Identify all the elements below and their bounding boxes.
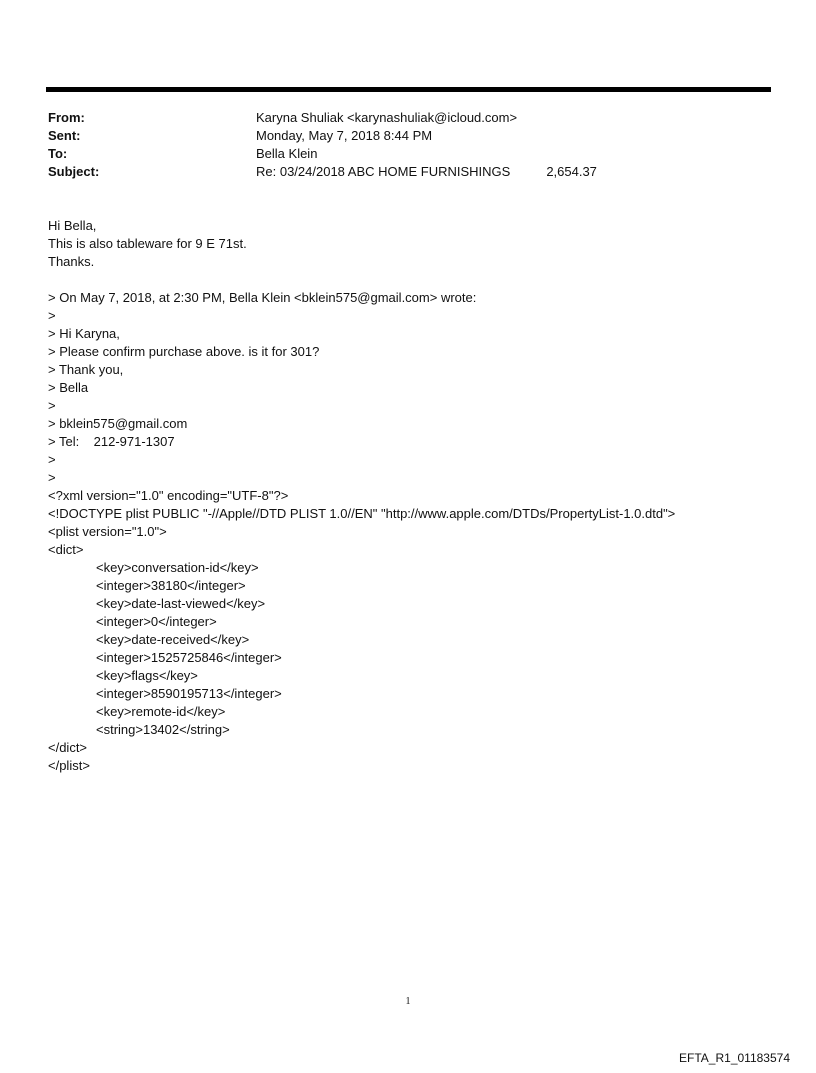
quoted-line: > On May 7, 2018, at 2:30 PM, Bella Klein <bklein575@gmail.com> wrote: — [48, 290, 477, 305]
xml-line: <integer>1525725846</integer> — [96, 650, 282, 665]
bates-number: EFTA_R1_01183574 — [679, 1051, 790, 1065]
body-line — [48, 271, 675, 289]
xml-line: <key>remote-id</key> — [96, 704, 226, 719]
sent-value: Monday, May 7, 2018 8:44 PM — [256, 128, 433, 143]
xml-line: <key>conversation-id</key> — [96, 560, 259, 575]
xml-line: <integer>0</integer> — [96, 614, 217, 629]
quoted-line: > Please confirm purchase above. is it for 301? — [48, 344, 320, 359]
xml-line: <key>date-last-viewed</key> — [96, 596, 266, 611]
quoted-line: > Thank you, — [48, 362, 124, 377]
xml-line: <dict> — [48, 542, 84, 557]
xml-line: <plist version="1.0"> — [48, 524, 167, 539]
subject-label: Subject: — [48, 164, 100, 179]
from-row — [48, 109, 597, 127]
header-rule — [46, 87, 771, 92]
sent-label: Sent: — [48, 128, 81, 143]
page-number: 1 — [405, 996, 411, 1007]
body-line: Thanks. — [48, 254, 95, 269]
xml-line: <integer>38180</integer> — [96, 578, 246, 593]
xml-line: <string>13402</string> — [96, 722, 230, 737]
xml-line: <key>flags</key> — [96, 668, 198, 683]
to-value: Bella Klein — [256, 146, 318, 161]
quoted-line: > bklein575@gmail.com — [48, 416, 188, 431]
quoted-line: > Bella — [48, 380, 89, 395]
quoted-line: > — [48, 470, 56, 485]
body-line: Hi Bella, — [48, 218, 97, 233]
quoted-line: > Hi Karyna, — [48, 326, 120, 341]
quoted-line: > — [48, 398, 56, 413]
xml-line: </dict> — [48, 740, 88, 755]
subject-value: Re: 03/24/2018 ABC HOME FURNISHINGS — [256, 164, 511, 179]
subject-row — [48, 163, 597, 181]
xml-line: <key>date-received</key> — [96, 632, 250, 647]
from-value: Karyna Shuliak <karynashuliak@icloud.com> — [256, 110, 518, 125]
xml-line: <!DOCTYPE plist PUBLIC "-//Apple//DTD PLIST 1.0//EN" "http://www.apple.com/DTDs/PropertyList-1.0.dtd"> — [48, 506, 676, 521]
xml-line: </plist> — [48, 758, 90, 773]
xml-line: <integer>8590195713</integer> — [96, 686, 282, 701]
email-body — [48, 217, 675, 775]
sent-row — [48, 127, 597, 145]
from-label: From: — [48, 110, 85, 125]
subject-amount: 2,654.37 — [546, 164, 597, 179]
to-row — [48, 145, 597, 163]
quoted-line: > — [48, 452, 56, 467]
to-label: To: — [48, 146, 68, 161]
quoted-line: > Tel: 212-971-1307 — [48, 434, 175, 449]
xml-line: <?xml version="1.0" encoding="UTF-8"?> — [48, 488, 289, 503]
email-header — [48, 109, 597, 181]
body-line: This is also tableware for 9 E 71st. — [48, 236, 247, 251]
quoted-line: > — [48, 308, 56, 323]
